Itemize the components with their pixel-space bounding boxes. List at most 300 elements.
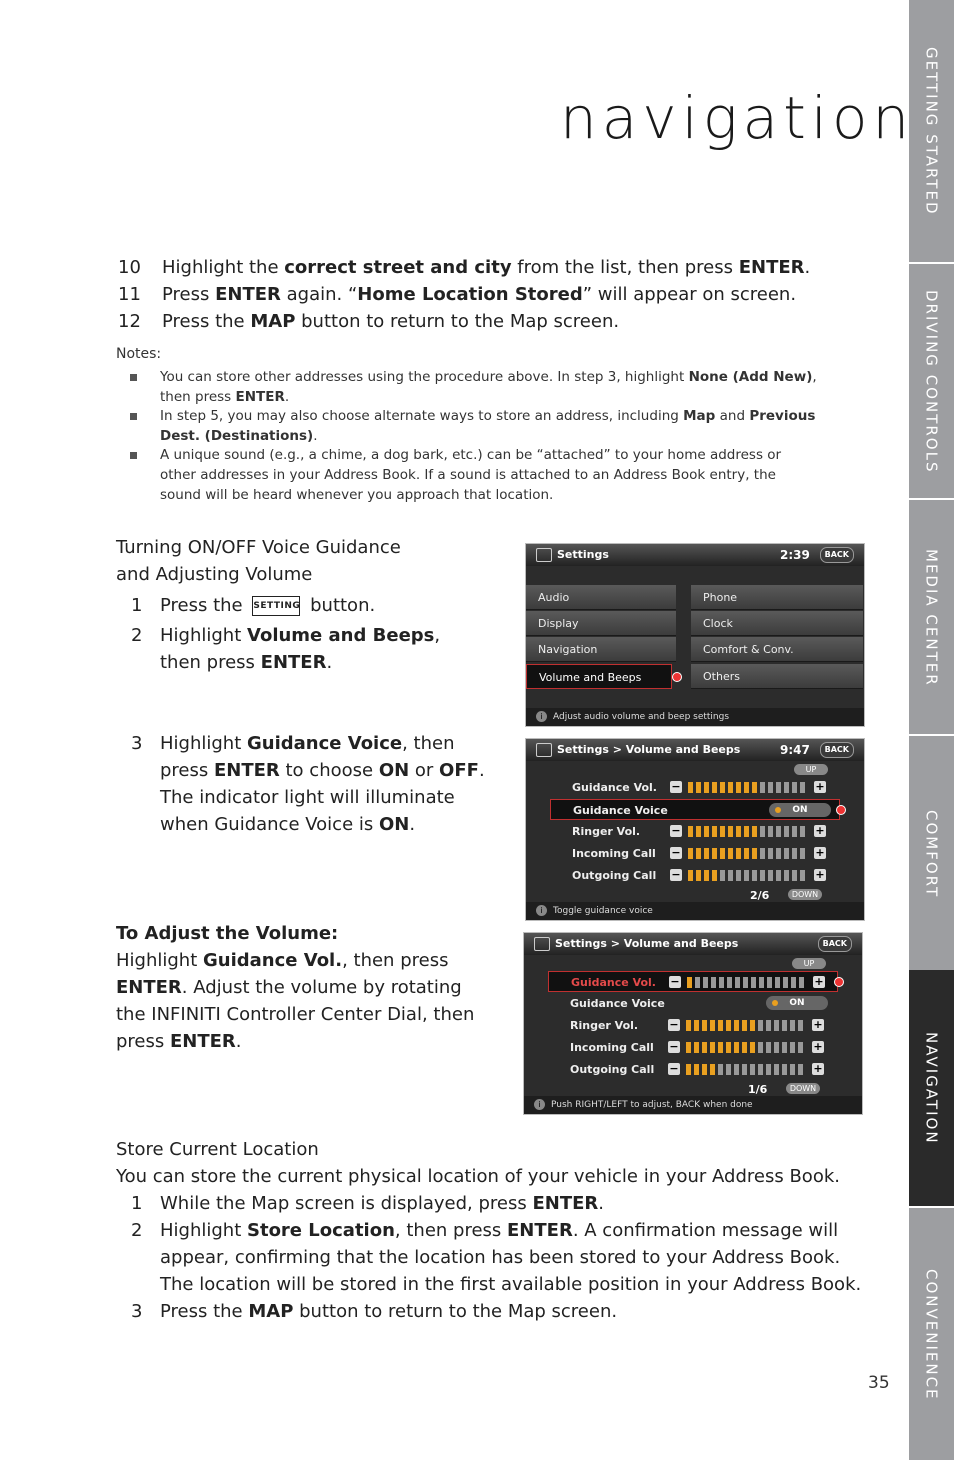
- text: .: [478, 760, 485, 781]
- text: You can store the current physical location of your vehicle in your Address Book.: [116, 1166, 840, 1187]
- page-number: 35: [868, 1373, 890, 1393]
- adjust-volume-block: [116, 920, 474, 1055]
- text: button.: [310, 595, 376, 616]
- setting-label: Ringer Vol.: [570, 1019, 639, 1032]
- text: Press: [162, 284, 216, 305]
- note-text: [160, 367, 860, 407]
- screen-footer: [526, 708, 864, 726]
- plus-icon[interactable]: +: [813, 1062, 823, 1075]
- volume-segment: [718, 1042, 723, 1053]
- volume-segment: [790, 1042, 795, 1053]
- text: ,: [434, 625, 441, 646]
- minus-icon[interactable]: −: [669, 1018, 679, 1031]
- volume-segment: [694, 1020, 699, 1031]
- text: The indicator light will illuminate: [160, 787, 455, 808]
- selection-indicator: [834, 977, 844, 987]
- volume-segment: [688, 782, 693, 793]
- text: , then press: [394, 1220, 508, 1241]
- setting-label: Outgoing Call: [570, 1063, 655, 1076]
- back-button[interactable]: BACK: [820, 742, 854, 758]
- text: Home Location Stored: [357, 284, 583, 305]
- text: ON: [378, 814, 410, 835]
- footer-hint: Adjust audio volume and beep settings: [553, 712, 730, 722]
- text: press: [160, 760, 214, 781]
- step-number: 2: [131, 625, 143, 646]
- subheading: To Adjust the Volume:: [116, 923, 339, 944]
- volume-segment: [760, 826, 765, 837]
- text: button to return to the Map screen.: [295, 311, 620, 332]
- text: press: [116, 1031, 170, 1052]
- volume-segment: [736, 870, 741, 881]
- step-number: 12: [118, 311, 141, 332]
- volume-segment: [792, 826, 797, 837]
- note-text: A unique sound (e.g., a chime, a dog bark, etc.) can be “attached” to your home address or other addresses in your Address Book. If a sound is attached to an Address Book entry, the sound will be heard whenever you approach that location.: [160, 447, 782, 503]
- volume-segment: [768, 826, 773, 837]
- tab-driving-controls[interactable]: [909, 262, 954, 500]
- text: The location will be stored in the first available position in your Address Book.: [160, 1274, 862, 1295]
- volume-segment: [774, 1064, 779, 1075]
- tab-label: MEDIA CENTER: [922, 549, 941, 687]
- volume-segment: [711, 977, 716, 988]
- plus-icon[interactable]: +: [813, 1018, 823, 1031]
- note-item: [130, 445, 860, 505]
- settings-icon: [536, 548, 552, 562]
- text: and: [715, 408, 750, 424]
- volume-segment: [784, 826, 789, 837]
- screen-header: [524, 933, 862, 955]
- setting-row[interactable]: [550, 799, 840, 820]
- indicator-light-icon: [775, 807, 781, 813]
- tab-comfort[interactable]: [909, 734, 954, 972]
- volume-segment: [695, 977, 700, 988]
- volume-beeps-screen-voice: [525, 738, 865, 921]
- text: .: [804, 257, 811, 278]
- text: ENTER: [116, 977, 182, 998]
- selection-indicator: [836, 805, 846, 815]
- back-button[interactable]: BACK: [820, 547, 854, 563]
- volume-segment: [688, 826, 693, 837]
- text: or: [409, 760, 440, 781]
- text: Map: [683, 408, 716, 424]
- volume-segment: [726, 1042, 731, 1053]
- screen-title: Settings: [557, 548, 609, 561]
- volume-segment: [800, 848, 805, 859]
- setting-label: Guidance Vol.: [571, 976, 656, 989]
- volume-segment: [775, 977, 780, 988]
- volume-segment: [744, 870, 749, 881]
- volume-segment: [776, 870, 781, 881]
- volume-segment: [704, 826, 709, 837]
- text: .: [235, 1031, 242, 1052]
- volume-segment: [784, 870, 789, 881]
- note-text: [160, 406, 860, 446]
- minus-icon[interactable]: −: [671, 824, 681, 837]
- text: when Guidance Voice is: [160, 814, 379, 835]
- volume-segment: [752, 870, 757, 881]
- setting-row[interactable]: [550, 843, 840, 864]
- text: Volume and Beeps: [247, 625, 435, 646]
- volume-segment: [726, 1020, 731, 1031]
- step-text: [160, 592, 375, 619]
- volume-segment: [712, 782, 717, 793]
- text: appear, confirming that the location has been stored to your Address Book.: [160, 1247, 841, 1268]
- text: MAP: [250, 311, 296, 332]
- menu-item-clock[interactable]: Clock: [691, 611, 863, 636]
- volume-segment: [734, 1064, 739, 1075]
- plus-icon[interactable]: +: [814, 975, 824, 988]
- volume-segment: [688, 870, 693, 881]
- text: ” will appear on screen.: [582, 284, 797, 305]
- volume-segment: [767, 977, 772, 988]
- menu-item-volume-and-beeps[interactable]: Volume and Beeps: [526, 664, 672, 689]
- volume-segment: [750, 1042, 755, 1053]
- step-number: 2: [131, 1220, 143, 1241]
- menu-item-display[interactable]: Display: [526, 611, 676, 636]
- volume-segment: [735, 977, 740, 988]
- volume-segment: [766, 1064, 771, 1075]
- volume-segment: [782, 1020, 787, 1031]
- text: Highlight: [160, 1220, 247, 1241]
- store-location-heading: [116, 1136, 840, 1190]
- volume-segment: [759, 977, 764, 988]
- text: , then press: [342, 950, 449, 971]
- volume-segment: [744, 782, 749, 793]
- step-text: [162, 281, 796, 308]
- plus-icon[interactable]: +: [813, 1040, 823, 1053]
- volume-segment: [758, 1020, 763, 1031]
- volume-segment: [798, 1042, 803, 1053]
- footer-hint: Push RIGHT/LEFT to adjust, BACK when done: [551, 1100, 753, 1110]
- volume-segment: [736, 826, 741, 837]
- setting-label: Guidance Voice: [570, 997, 665, 1010]
- menu-item-phone[interactable]: Phone: [691, 585, 863, 610]
- volume-segment: [702, 1020, 707, 1031]
- text: ENTER: [738, 257, 805, 278]
- text: Press the: [162, 311, 251, 332]
- text: OFF: [439, 760, 479, 781]
- back-button[interactable]: BACK: [818, 936, 852, 952]
- bullet-icon: [130, 452, 137, 459]
- setting-label: Incoming Call: [572, 847, 656, 860]
- volume-segment: [766, 1042, 771, 1053]
- minus-icon[interactable]: −: [671, 868, 681, 881]
- tab-label: DRIVING CONTROLS: [922, 290, 941, 474]
- text: In step 5, you may also choose alternate ways to store an address, including: [160, 408, 684, 424]
- on-toggle[interactable]: [769, 803, 831, 817]
- tab-label: NAVIGATION: [922, 1031, 941, 1145]
- menu-item-navigation[interactable]: Navigation: [526, 637, 676, 662]
- volume-level-bar: [688, 826, 812, 837]
- volume-segment: [752, 782, 757, 793]
- volume-segment: [744, 848, 749, 859]
- volume-segment: [776, 848, 781, 859]
- text: .: [313, 428, 318, 444]
- text: ENTER: [507, 1220, 573, 1241]
- volume-segment: [750, 1020, 755, 1031]
- volume-segment: [734, 1020, 739, 1031]
- volume-segment: [720, 782, 725, 793]
- plus-icon[interactable]: +: [815, 868, 825, 881]
- setting-label: Guidance Voice: [573, 804, 668, 817]
- info-icon: i: [536, 905, 547, 916]
- volume-segment: [792, 782, 797, 793]
- setting-label: Outgoing Call: [572, 869, 657, 882]
- text: the INFINITI Controller Center Dial, then: [116, 1004, 475, 1025]
- tab-getting-started[interactable]: [909, 0, 954, 262]
- text: ENTER: [215, 284, 281, 305]
- volume-segment: [694, 1064, 699, 1075]
- on-label: ON: [789, 998, 805, 1008]
- plus-icon[interactable]: +: [815, 846, 825, 859]
- text: from the list, then press: [511, 257, 739, 278]
- tab-label: GETTING STARTED: [922, 46, 941, 216]
- setting-row[interactable]: [548, 971, 838, 992]
- menu-item-audio[interactable]: Audio: [526, 585, 676, 610]
- volume-segment: [712, 848, 717, 859]
- volume-segment: [686, 1042, 691, 1053]
- volume-segment: [790, 1064, 795, 1075]
- volume-segment: [710, 1064, 715, 1075]
- setting-row[interactable]: [548, 1059, 838, 1080]
- volume-level-bar: [688, 848, 812, 859]
- screen-header: [526, 739, 864, 761]
- text: . Adjust the volume by rotating: [181, 977, 462, 998]
- tab-media-center[interactable]: [909, 498, 954, 736]
- volume-segment: [704, 848, 709, 859]
- volume-segment: [760, 870, 765, 881]
- tab-label: CONVENIENCE: [922, 1269, 941, 1401]
- text: Highlight: [116, 950, 203, 971]
- plus-icon[interactable]: +: [815, 780, 825, 793]
- setting-button-graphic: SETTING: [252, 596, 300, 616]
- setting-row[interactable]: [548, 1015, 838, 1036]
- minus-icon[interactable]: −: [671, 780, 681, 793]
- footer-hint: Toggle guidance voice: [553, 906, 653, 916]
- volume-segment: [742, 1042, 747, 1053]
- step-number: 10: [118, 257, 141, 278]
- setting-label: Ringer Vol.: [572, 825, 641, 838]
- step-number: 3: [131, 733, 143, 754]
- volume-segment: [704, 782, 709, 793]
- setting-row[interactable]: [550, 777, 840, 798]
- text: Turning ON/OFF Voice Guidance: [116, 537, 401, 558]
- text: .: [598, 1193, 605, 1214]
- volume-segment: [768, 870, 773, 881]
- on-label: ON: [792, 805, 808, 815]
- volume-segment: [718, 1064, 723, 1075]
- indicator-light-icon: [772, 1000, 778, 1006]
- bullet-icon: [130, 374, 137, 381]
- volume-segment: [718, 1020, 723, 1031]
- volume-segment: [768, 848, 773, 859]
- setting-label: Incoming Call: [570, 1041, 654, 1054]
- text: Highlight: [160, 625, 247, 646]
- volume-segment: [720, 870, 725, 881]
- volume-segment: [774, 1020, 779, 1031]
- step-number: 3: [131, 1301, 143, 1322]
- screen-title: Settings > Volume and Beeps: [555, 937, 739, 950]
- notes-label: Notes:: [116, 346, 162, 362]
- volume-segment: [774, 1042, 779, 1053]
- volume-segment: [800, 782, 805, 793]
- volume-segment: [784, 782, 789, 793]
- setting-row[interactable]: [548, 993, 838, 1014]
- volume-segment: [782, 1064, 787, 1075]
- volume-segment: [799, 977, 804, 988]
- scroll-up-button[interactable]: UP: [792, 958, 826, 969]
- tab-label: COMFORT: [922, 809, 941, 899]
- volume-segment: [743, 977, 748, 988]
- volume-segment: [744, 826, 749, 837]
- plus-icon[interactable]: +: [815, 824, 825, 837]
- text: Press the: [160, 1301, 249, 1322]
- text: Guidance Voice: [247, 733, 403, 754]
- text: . A confirmation message will: [572, 1220, 839, 1241]
- step-text: [162, 254, 810, 281]
- volume-segment: [760, 782, 765, 793]
- screen-title: Settings > Volume and Beeps: [557, 743, 741, 756]
- volume-segment: [752, 826, 757, 837]
- volume-segment: [712, 870, 717, 881]
- volume-segment: [758, 1042, 763, 1053]
- setting-row[interactable]: [550, 821, 840, 842]
- volume-segment: [710, 1042, 715, 1053]
- minus-icon[interactable]: −: [669, 1040, 679, 1053]
- text: You can store other addresses using the procedure above. In step 3, highlight: [160, 369, 689, 385]
- volume-segment: [784, 848, 789, 859]
- note-item: [130, 406, 860, 446]
- step-number: 1: [131, 1193, 143, 1214]
- text: Previous Dest. (Destinations): [160, 408, 816, 444]
- clock: 2:39: [780, 548, 810, 562]
- volume-segment: [750, 1064, 755, 1075]
- step-text: [160, 1190, 604, 1217]
- menu-item-comfort-conv[interactable]: Comfort & Conv.: [691, 637, 863, 662]
- step-text: [160, 622, 440, 676]
- tab-navigation[interactable]: [909, 970, 954, 1206]
- settings-icon: [534, 937, 550, 951]
- volume-segment: [766, 1020, 771, 1031]
- text: .: [284, 389, 290, 405]
- volume-segment: [696, 782, 701, 793]
- volume-segment: [736, 848, 741, 859]
- volume-segment: [720, 826, 725, 837]
- text: Press the: [160, 595, 243, 616]
- volume-segment: [726, 1064, 731, 1075]
- volume-segment: [768, 782, 773, 793]
- page-indicator: 1/6: [748, 1083, 768, 1096]
- volume-segment: [783, 977, 788, 988]
- screen-footer: [524, 1096, 862, 1114]
- text: to choose: [279, 760, 379, 781]
- volume-segment: [703, 977, 708, 988]
- section-tabs: [909, 0, 954, 1460]
- on-toggle[interactable]: [766, 996, 828, 1010]
- volume-segment: [712, 826, 717, 837]
- setting-row[interactable]: [550, 865, 840, 886]
- volume-segment: [696, 848, 701, 859]
- settings-screen: [525, 543, 865, 727]
- volume-segment: [798, 1020, 803, 1031]
- volume-segment: [728, 782, 733, 793]
- volume-segment: [760, 848, 765, 859]
- volume-segment: [742, 1020, 747, 1031]
- text: Store Current Location: [116, 1139, 319, 1160]
- text: correct street and city: [284, 257, 512, 278]
- text: .: [326, 652, 333, 673]
- text: Highlight the: [162, 257, 285, 278]
- scroll-down-button[interactable]: DOWN: [788, 889, 822, 900]
- text: ENTER: [213, 760, 280, 781]
- text: again. “: [280, 284, 358, 305]
- text: Guidance Vol.: [203, 950, 343, 971]
- minus-icon[interactable]: −: [669, 1062, 679, 1075]
- text: ENTER: [532, 1193, 599, 1214]
- volume-segment: [694, 1042, 699, 1053]
- text: , then: [402, 733, 455, 754]
- bullet-icon: [130, 413, 137, 420]
- step-number: 11: [118, 284, 141, 305]
- volume-segment: [758, 1064, 763, 1075]
- volume-segment: [728, 848, 733, 859]
- volume-segment: [727, 977, 732, 988]
- volume-level-bar: [686, 1020, 810, 1031]
- volume-level-bar: [688, 782, 812, 793]
- volume-segment: [696, 826, 701, 837]
- volume-segment: [702, 1064, 707, 1075]
- screen-footer: [526, 902, 864, 920]
- volume-segment: [800, 826, 805, 837]
- volume-segment: [792, 870, 797, 881]
- step-number: 1: [131, 595, 143, 616]
- settings-icon: [536, 743, 552, 757]
- minus-icon[interactable]: −: [670, 975, 680, 988]
- tab-convenience[interactable]: [909, 1206, 954, 1462]
- text: ENTER: [260, 652, 327, 673]
- volume-segment: [687, 977, 692, 988]
- note-item: [130, 367, 860, 407]
- setting-row[interactable]: [548, 1037, 838, 1058]
- text: Highlight: [160, 733, 247, 754]
- text: ON: [378, 760, 410, 781]
- scroll-up-button[interactable]: UP: [794, 764, 828, 775]
- volume-segment: [702, 1042, 707, 1053]
- step-text: [160, 730, 485, 838]
- info-icon: i: [534, 1099, 545, 1110]
- volume-segment: [792, 848, 797, 859]
- text: and Adjusting Volume: [116, 564, 313, 585]
- minus-icon[interactable]: −: [671, 846, 681, 859]
- volume-segment: [719, 977, 724, 988]
- text: MAP: [248, 1301, 294, 1322]
- volume-beeps-screen-vol: [523, 932, 863, 1115]
- step-text: [162, 308, 619, 335]
- menu-item-others[interactable]: Others: [691, 664, 863, 689]
- volume-level-bar: [686, 1042, 810, 1053]
- volume-segment: [782, 1042, 787, 1053]
- scroll-down-button[interactable]: DOWN: [786, 1083, 820, 1094]
- text: ENTER: [169, 1031, 236, 1052]
- volume-segment: [728, 826, 733, 837]
- volume-segment: [776, 782, 781, 793]
- volume-segment: [800, 870, 805, 881]
- volume-segment: [776, 826, 781, 837]
- page-title: navigation: [560, 84, 915, 152]
- volume-segment: [751, 977, 756, 988]
- section-heading: [116, 534, 401, 588]
- volume-segment: [790, 1020, 795, 1031]
- text: button to return to the Map screen.: [293, 1301, 618, 1322]
